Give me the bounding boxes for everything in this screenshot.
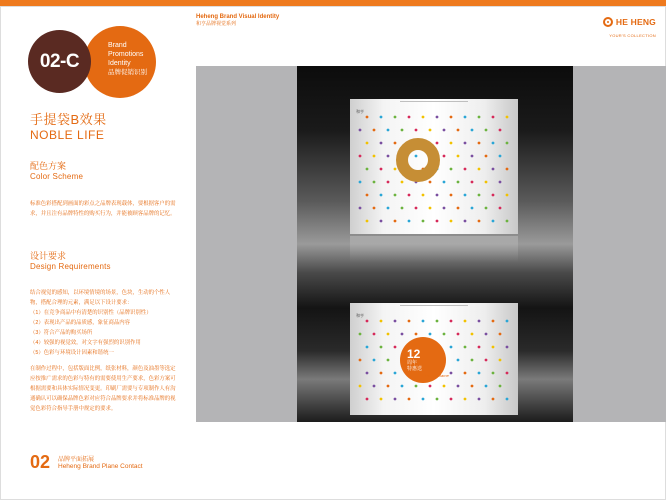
design-req-closing: 在制作过程中，包括版面比例，纸张材料，颜色及油墨等选定应按推广需求的色彩与特有的需要使用生产要求，色彩方案可根据需要和具体实际情况变更。印刷厂需要与专项制作人有沟通确认可以确保品牌色彩对应符合品牌要求并将标准品牌的视觉色彩符合指导手册中规定的要求。: [30, 366, 176, 412]
logo-name: HE HENG: [615, 17, 656, 27]
footer-en: Heheng Brand Plane Contact: [58, 463, 143, 470]
design-req-item: （2）表现出产品的品质感，象征商品内容: [30, 320, 131, 326]
design-req-intro: 结合视觉的感知，以环境情境的场景，色块，生动的个性人物，搭配合理的元素，满足以下设计要求：: [30, 290, 171, 306]
sticker-text-2: 特惠送: [407, 366, 423, 372]
brand-logo: [603, 14, 656, 38]
shopping-bag-bottom: [350, 303, 518, 415]
design-req-item: （3）符合产品的购买场所: [30, 330, 93, 336]
section-cn: 品牌促销识别: [108, 69, 147, 76]
page-title-en: NOBLE LIFE: [30, 128, 105, 142]
design-req-heading-cn: 设计要求: [30, 251, 67, 261]
color-scheme-paragraph: 标准色彩搭配到画面的彩点之品牌表现载体，要根据客户的需求，并且注有品牌特性的购买行为，并能被顾客品牌的记忆。: [30, 201, 176, 217]
design-req-heading-en: Design Requirements: [30, 262, 111, 271]
design-req-item: （5）色彩与环境设计因素和谐统一: [30, 350, 114, 356]
sticker-text-1: 周年: [407, 360, 418, 366]
logo-subtitle: YOUR'S COLLECTION: [609, 33, 656, 38]
color-scheme-heading-cn: 配色方案: [30, 161, 67, 171]
bag-brand-mark: 和亨: [356, 109, 364, 114]
design-req-item: （1）在竞争商品中有清楚的识别性（品牌识别性）: [30, 310, 152, 316]
bag-reflection: [350, 236, 518, 262]
header-brand: [196, 13, 279, 28]
script-slogan: Fall in aflame: [425, 373, 449, 378]
color-scheme-heading-en: Color Scheme: [30, 172, 84, 181]
logo-mark: [603, 17, 656, 27]
design-req-text: [30, 288, 180, 414]
section-subtitle-badge: [84, 26, 156, 98]
design-req-item: （4）较强的视觉效，对文字有强烈的识别作用: [30, 340, 141, 346]
header-brand-cn: 和亨品牌视觉系列: [196, 21, 237, 27]
section-en-line2: Promotions: [108, 51, 144, 58]
gold-ring-emblem: [396, 138, 440, 182]
page-title-cn: 手提袋B效果: [30, 112, 107, 127]
section-code-badge: 02-C: [28, 30, 91, 93]
bag-brand-mark: 和亨: [356, 313, 364, 318]
footer-page-number: 02: [30, 452, 51, 472]
footer-cn: 品牌平面拓展: [58, 457, 95, 463]
section-en-line3: Identity: [108, 60, 131, 67]
sticker-number: 12: [407, 347, 421, 361]
color-scheme-text: [30, 199, 180, 219]
section-en-line1: Brand: [108, 42, 127, 49]
shopping-bag-top: [350, 99, 518, 234]
header-brand-en: Heheng Brand Visual Identity: [196, 14, 280, 20]
bag-mockup-photo: [297, 66, 573, 422]
circle-logo-icon: [603, 17, 613, 27]
